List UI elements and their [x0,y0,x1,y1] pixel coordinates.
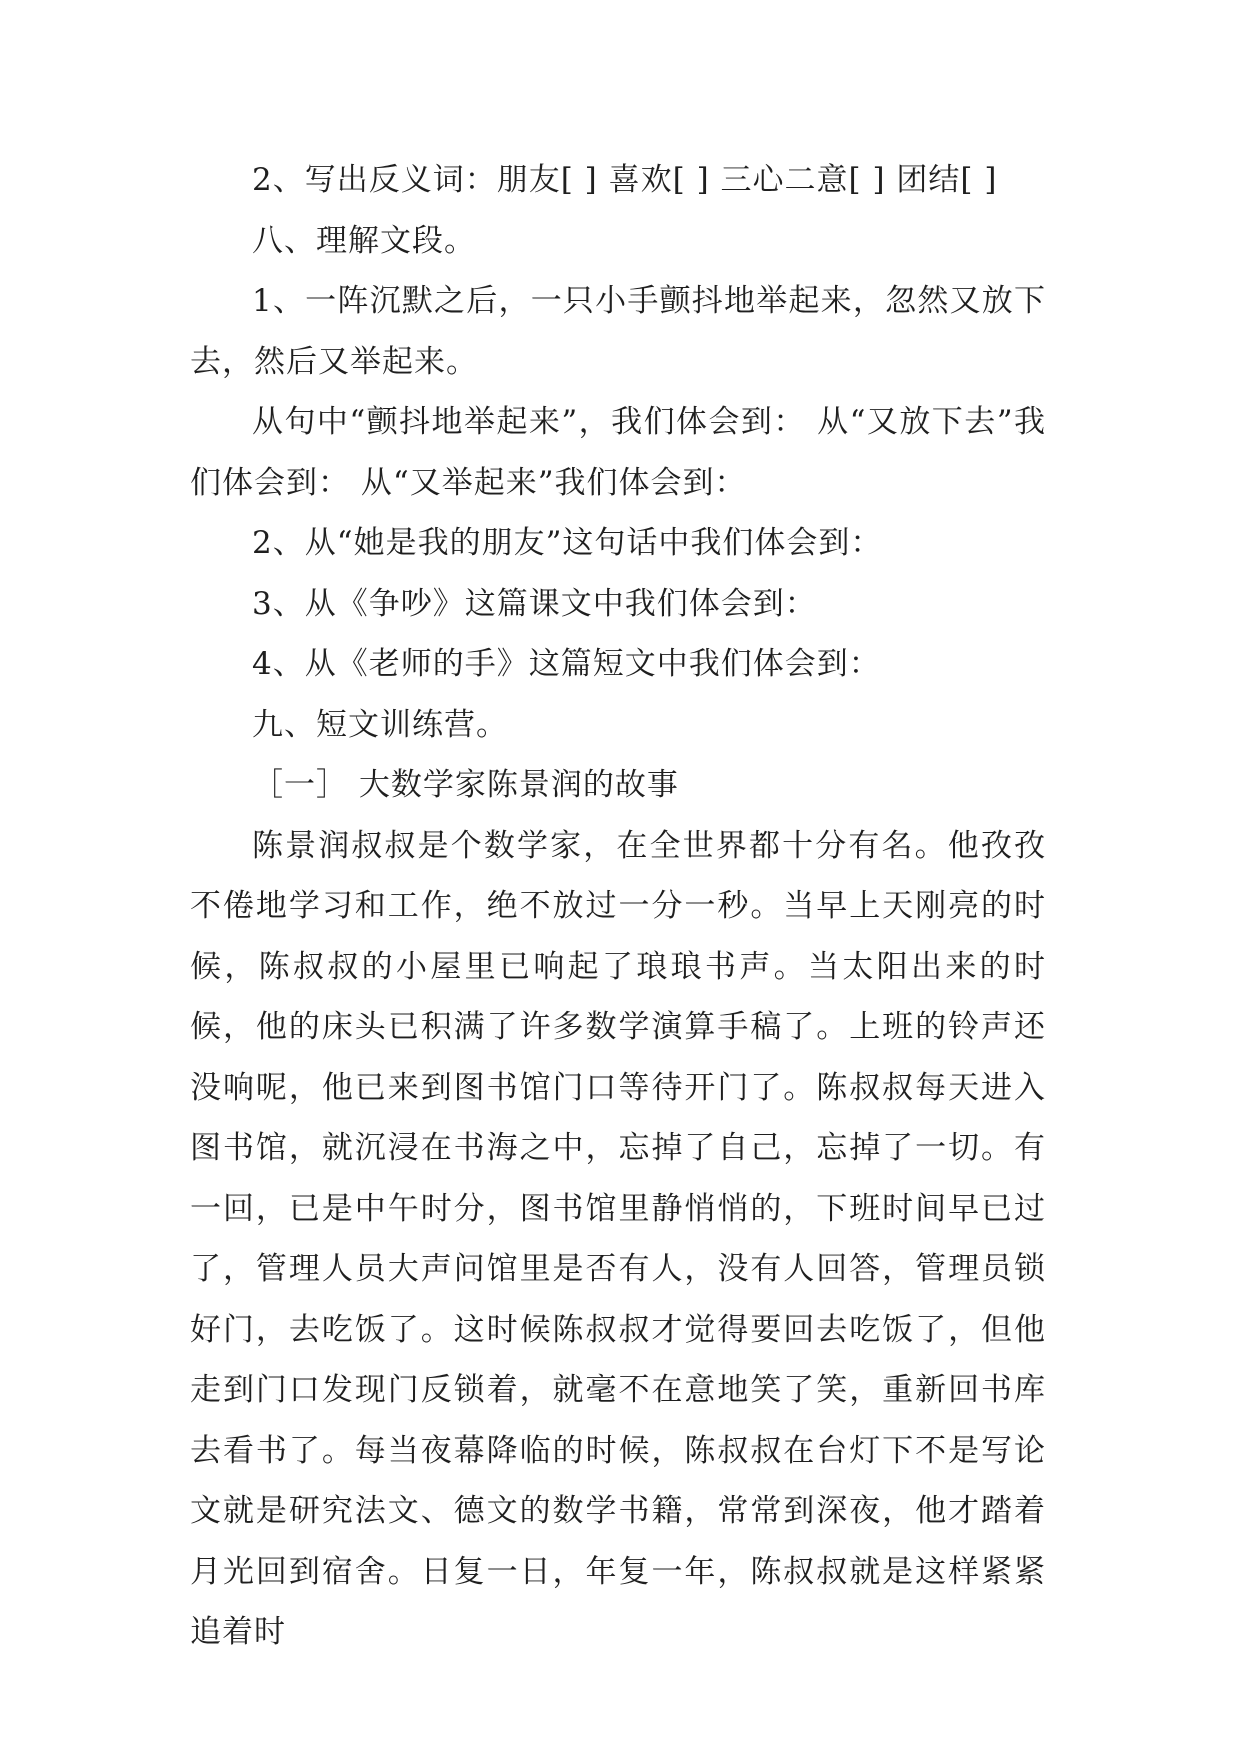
question-understanding: 从句中“颤抖地举起来”，我们体会到： 从“又放下去”我们体会到： 从“又举起来”我们体会到： [190,404,1046,501]
question-3: 3、从《争吵》这篇课文中我们体会到： [252,585,817,622]
document-body [190,150,1046,1663]
story-body: 陈景润叔叔是个数学家，在全世界都十分有名。他孜孜不倦地学习和工作，绝不放过一分一秒。当早上天刚亮的时候，陈叔叔的小屋里已响起了琅琅书声。当太阳出来的时候，他的床头已积满了许多数学演算手稿了。上班的铃声还没响呢，他已来到图书馆门口等待开门了。陈叔叔每天进入图书馆，就沉浸在书海之中，忘掉了自己，忘掉了一切。有一回，已是中午时分，图书馆里静悄悄的，下班时间早已过了，管理人员大声问馆里是否有人，没有人回答，管理员锁好门，去吃饭了。这时候陈叔叔才觉得要回去吃饭了，但他走到门口发现门反锁着，就毫不在意地笑了笑，重新回书库去看书了。每当夜幕降临的时候，陈叔叔在台灯下不是写论文就是研究法文、德文的数学书籍，常常到深夜，他才踏着月光回到宿舍。日复一日，年复一年，陈叔叔就是这样紧紧追着时 [190,827,1046,1650]
question-2: 2、从“她是我的朋友”这句话中我们体会到： [252,525,883,561]
section-heading-9: 九、短文训练营。 [252,706,508,743]
story-title: ［一］ 大数学家陈景润的故事 [252,767,679,803]
question-antonyms: 2、写出反义词：朋友[ ] 喜欢[ ] 三心二意[ ] 团结[ ] [252,162,998,198]
question-4: 4、从《老师的手》这篇短文中我们体会到： [252,646,881,682]
passage-sentence-1: 1、一阵沉默之后，一只小手颤抖地举起来，忽然又放下去，然后又举起来。 [190,283,1046,380]
section-heading-8: 八、理解文段。 [252,222,476,259]
